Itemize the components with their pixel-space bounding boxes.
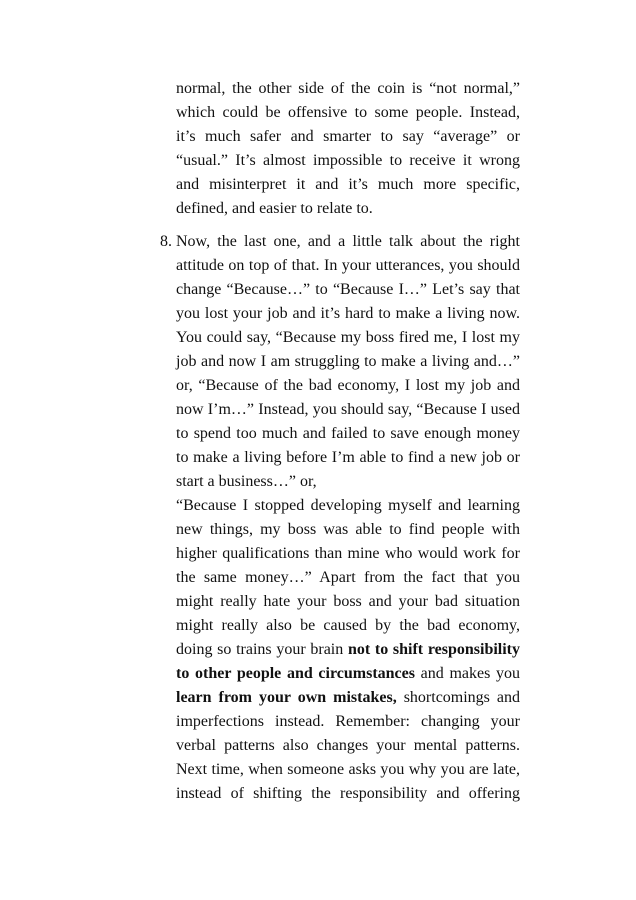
paragraph-line: which could be offensive to some people. Instead, bbox=[176, 104, 520, 121]
paragraph-line: normal, the other side of the coin is “not normal,” bbox=[176, 80, 520, 97]
list-item-line: to make a living before I’m able to find a new job or bbox=[176, 449, 520, 466]
list-item-line: attitude on top of that. In your utterances, you should bbox=[176, 257, 520, 274]
list-item-line: the same money…” Apart from the fact that you bbox=[176, 569, 520, 586]
list-item-line: Now, the last one, and a little talk about the right bbox=[176, 233, 520, 250]
list-item-line: imperfections instead. Remember: changing your bbox=[176, 713, 520, 730]
paragraph-line: “usual.” It’s almost impossible to receive it wrong bbox=[176, 152, 520, 169]
list-item-line bbox=[176, 686, 520, 710]
plain-text: shortcomings and bbox=[396, 689, 521, 706]
paragraph-line: defined, and easier to relate to. bbox=[176, 200, 373, 217]
list-item-line: verbal patterns also changes your mental patterns. bbox=[176, 737, 520, 754]
plain-text: doing so trains your brain bbox=[176, 641, 348, 658]
paragraph-line: and misinterpret it and it’s much more specific, bbox=[176, 176, 520, 193]
plain-text: and makes you bbox=[415, 665, 521, 682]
bold-emphasis: to other people and circumstances bbox=[176, 665, 415, 682]
list-item-line: change “Because…” to “Because I…” Let’s say that bbox=[176, 281, 520, 298]
list-item-line: new things, my boss was able to find people with bbox=[176, 521, 520, 538]
list-item-line: you lost your job and it’s hard to make a living now. bbox=[176, 305, 520, 322]
list-item-line: to spend too much and failed to save enough money bbox=[176, 425, 520, 442]
list-item-line bbox=[176, 638, 520, 662]
list-item-line: or, “Because of the bad economy, I lost my job and bbox=[176, 377, 520, 394]
list-item-line: instead of shifting the responsibility and offering bbox=[176, 785, 520, 802]
list-item-line: Next time, when someone asks you why you are late, bbox=[176, 761, 520, 778]
list-item-line: job and now I am struggling to make a living and…” bbox=[176, 353, 520, 370]
list-item-line bbox=[176, 662, 520, 686]
list-item-line: might really also be caused by the bad economy, bbox=[176, 617, 520, 634]
paragraph-line: it’s much safer and smarter to say “average” or bbox=[176, 128, 520, 145]
bold-emphasis: not to shift responsibility bbox=[347, 641, 520, 658]
list-item-line: higher qualifications than mine who would work for bbox=[176, 545, 520, 562]
list-item-line: might really hate your boss and your bad situation bbox=[176, 593, 520, 610]
list-item-line: now I’m…” Instead, you should say, “Because I used bbox=[176, 401, 520, 418]
list-item-line: start a business…” or, bbox=[176, 473, 317, 490]
list-item-line: “Because I stopped developing myself and learning bbox=[176, 497, 520, 514]
bold-emphasis: learn from your own mistakes, bbox=[176, 689, 397, 706]
list-item-line: You could say, “Because my boss fired me, I lost my bbox=[176, 329, 520, 346]
list-item-number: 8. bbox=[160, 233, 172, 250]
